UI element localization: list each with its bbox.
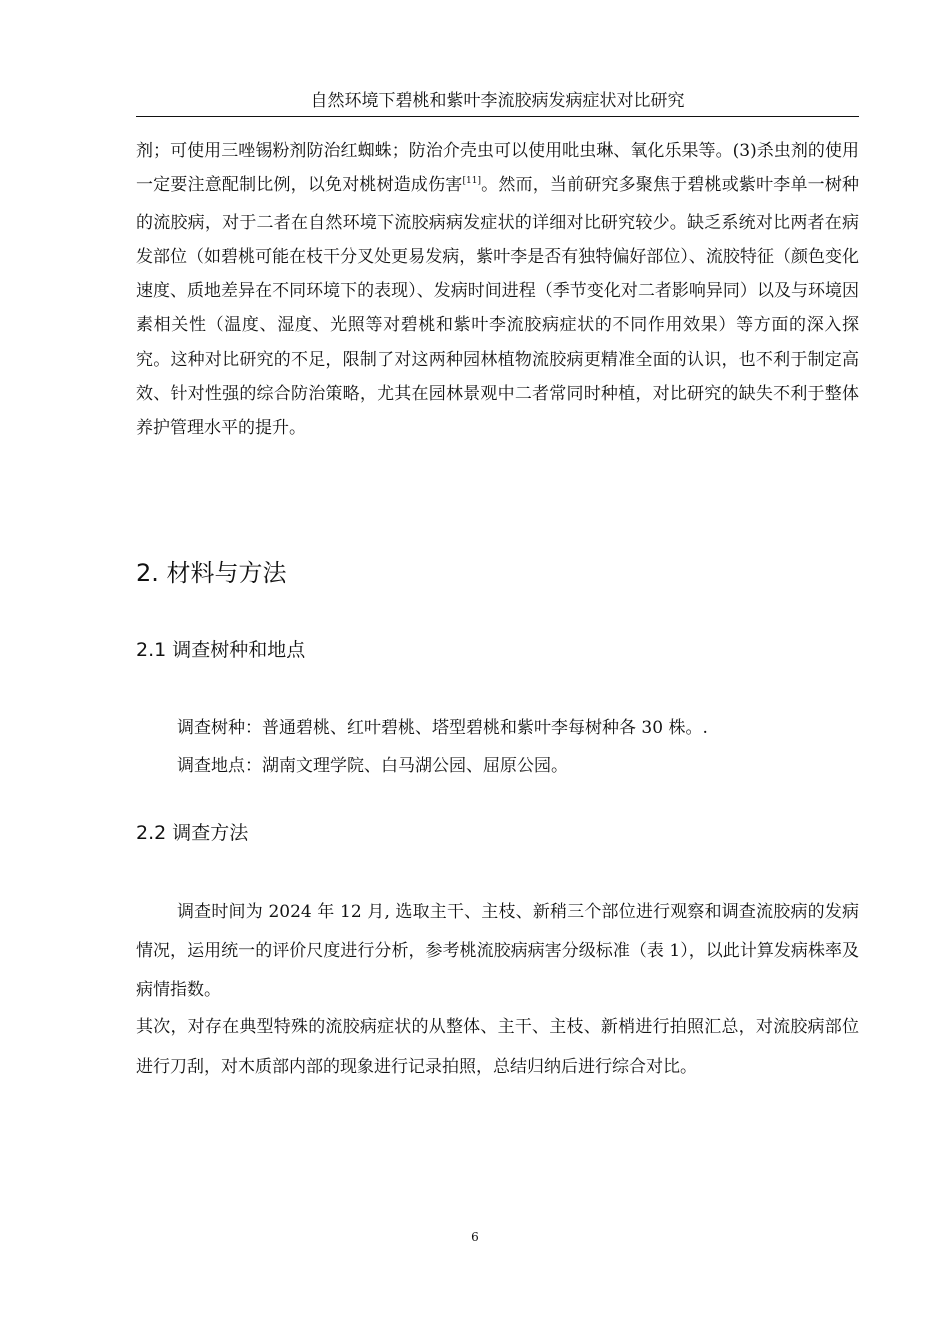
intro-text-before-citation: 剂；可使用三唑锡粉剂防治红蜘蛛；防治介壳虫可以使用吡虫琳、氧化乐果等。(3)杀虫剂的使用一定要注意配制比例，以免对桃树造成伤害	[136, 141, 859, 196]
survey-species-line: 调查树种：普通碧桃、红叶碧桃、塔型碧桃和紫叶李每树种各 30 株。.	[177, 718, 708, 738]
section-heading-materials-methods: 2. 材料与方法	[136, 559, 287, 587]
citation-ref: [11]	[462, 176, 481, 187]
page-number: 6	[471, 1230, 479, 1244]
subsection-heading-survey-method: 2.2 调查方法	[136, 822, 249, 844]
running-header-title: 自然环境下碧桃和紫叶李流胶病发病症状对比研究	[310, 91, 685, 111]
subsection-heading-species-sites: 2.1 调查树种和地点	[136, 639, 306, 661]
survey-locations-line: 调查地点：湖南文理学院、白马湖公园、屈原公园。	[177, 756, 568, 776]
method-paragraph: 调查时间为 2024 年 12 月, 选取主干、主枝、新稍三个部位进行观察和调查流胶病的发病情况，运用统一的评价尺度进行分析，参考桃流胶病病害分级标准（表 1），以此计算发病株率及病情指数。	[136, 902, 859, 1000]
followup-paragraph: 其次，对存在典型特殊的流胶病症状的从整体、主干、主枝、新梢进行拍照汇总，对流胶病部位进行刀刮，对木质部内部的现象进行记录拍照，总结归纳后进行综合对比。	[136, 1017, 859, 1077]
intro-text-after-citation: 。然而，当前研究多聚焦于碧桃或紫叶李单一树种的流胶病，对于二者在自然环境下流胶病病发症状的详细对比研究较少。缺乏系统对比两者在病发部位（如碧桃可能在枝干分叉处更易发病，紫叶李是否有独特偏好部位）、流胶特征（颜色变化速度、质地差异在不同环境下的表现）、发病时间进程（季节变化对二者影响异同）以及与环境因素相关性（温度、湿度、光照等对碧桃和紫叶李流胶病症状的不同作用效果）等方面的深入探究。这种对比研究的不足，限制了对这两种园林植物流胶病更精准全面的认识，也不利于制定高效、针对性强的综合防治策略，尤其在园林景观中二者常同时种植，对比研究的缺失不利于整体养护管理水平的提升。	[136, 175, 860, 439]
header-divider	[136, 116, 859, 117]
intro-paragraph	[136, 134, 859, 446]
